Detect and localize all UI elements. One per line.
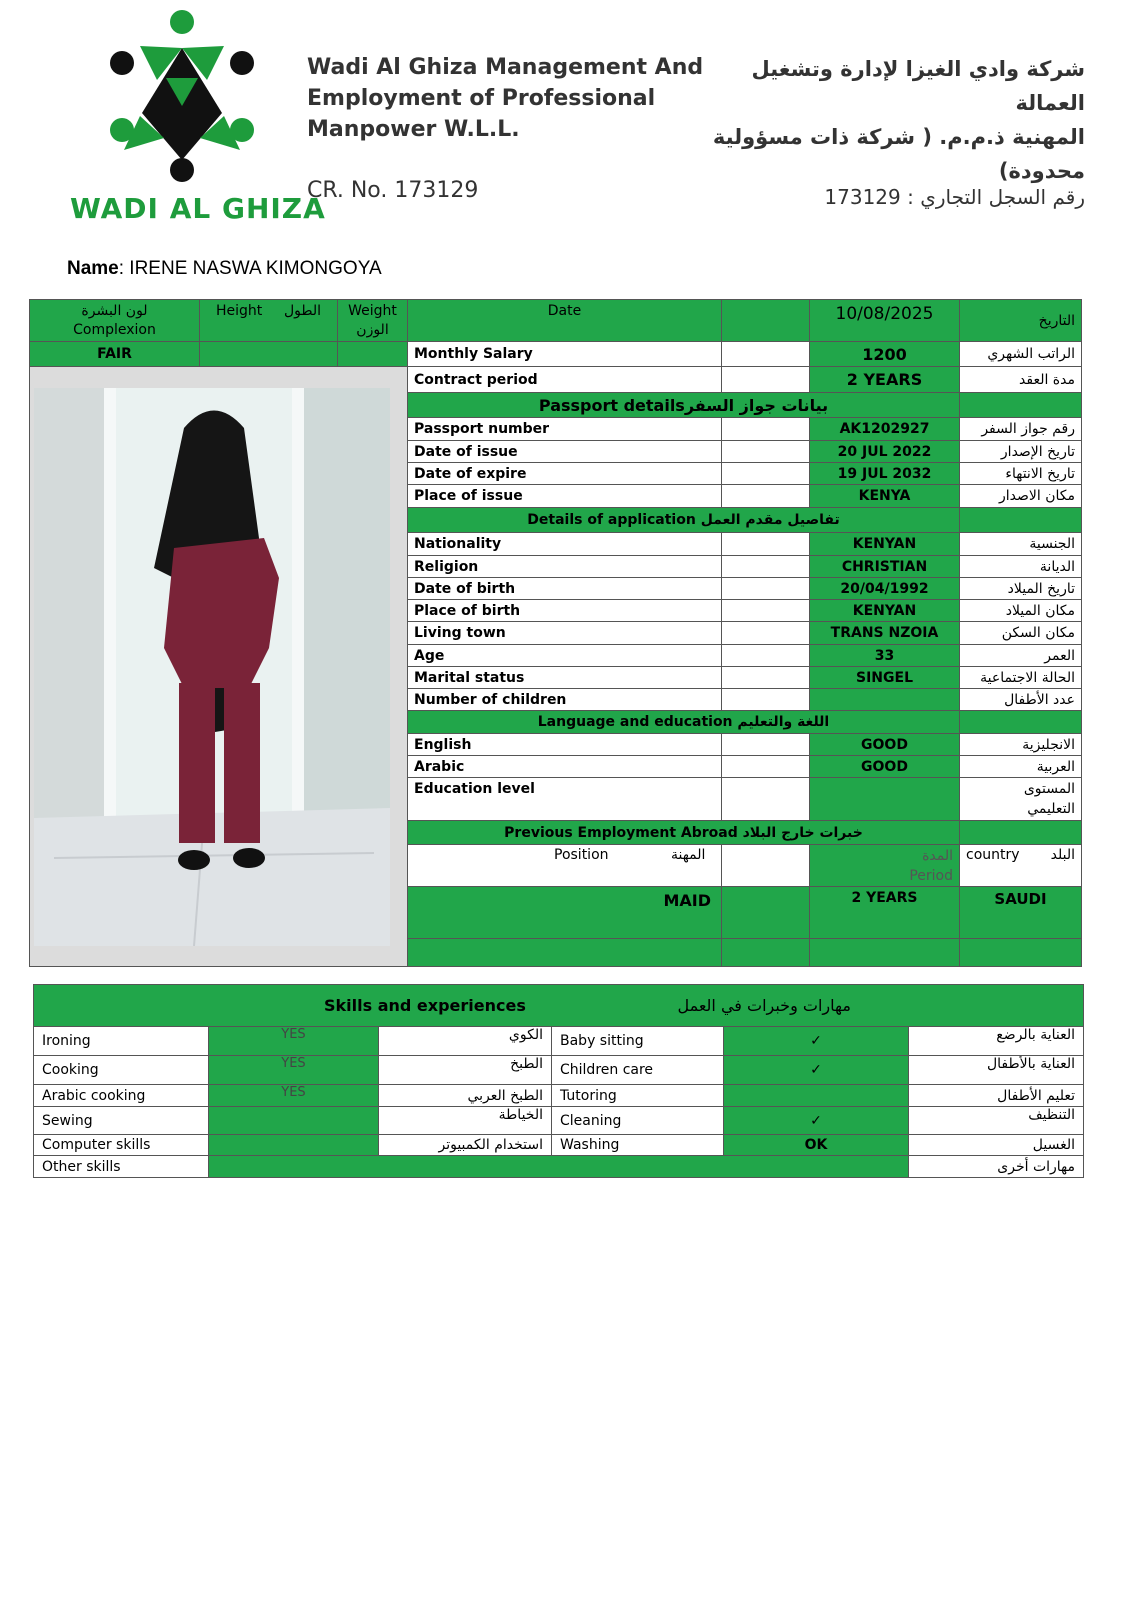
passport-row-value: AK1202927	[810, 418, 960, 441]
skill-check-icon	[724, 1085, 909, 1107]
company-name-en-line: Wadi Al Ghiza Management And	[307, 55, 704, 80]
skill-label-ar: الكوي	[379, 1027, 552, 1056]
date-spacer	[722, 300, 810, 342]
height-header-ar: الطول	[283, 303, 321, 319]
country-header-en: country	[966, 847, 1020, 863]
period-header	[810, 845, 960, 887]
company-name-ar-line: شركة وادي الغيزا لإدارة وتشغيل العمالة	[751, 57, 1085, 115]
employment-period-value: 2 YEARS	[810, 887, 960, 939]
skill-label-ar: الطبخ	[379, 1056, 552, 1085]
application-heading: Details of application تفاصيل مقدم العمل	[408, 508, 960, 533]
candidate-name-line	[67, 258, 382, 280]
position-header-spacer	[722, 845, 810, 887]
application-row-label-ar: عدد الأطفال	[960, 689, 1082, 711]
application-row-spacer	[722, 578, 810, 600]
application-row-value: CHRISTIAN	[810, 556, 960, 578]
application-heading-spacer	[960, 508, 1082, 533]
skill-label: Cleaning	[552, 1107, 724, 1135]
application-row-label: Place of birth	[408, 600, 722, 622]
language-row-spacer	[722, 756, 810, 778]
education-label-ar-line: التعليمي	[1027, 801, 1075, 817]
candidate-photo-icon	[34, 388, 390, 946]
skill-label: Arabic cooking	[34, 1085, 209, 1107]
application-row-spacer	[722, 622, 810, 645]
skill-value	[209, 1135, 379, 1156]
company-name-ar	[705, 52, 1085, 188]
salary-value: 1200	[810, 342, 960, 367]
height-value	[200, 342, 338, 367]
application-row-value: SINGEL	[810, 667, 960, 689]
application-row-label-ar: الجنسية	[960, 533, 1082, 556]
passport-row-value: 19 JUL 2032	[810, 463, 960, 485]
skill-check-icon: ✓	[724, 1027, 909, 1056]
passport-row-label-ar: مكان الاصدار	[960, 485, 1082, 508]
passport-row-label: Passport number	[408, 418, 722, 441]
skills-table	[33, 984, 1084, 1178]
weight-header-en: Weight	[348, 302, 397, 319]
application-row-label: Nationality	[408, 533, 722, 556]
employment-heading-spacer	[960, 821, 1082, 845]
skill-label: Ironing	[34, 1027, 209, 1056]
employment-empty-cell	[960, 939, 1082, 967]
application-row-spacer	[722, 600, 810, 622]
application-row-label-ar: مكان الميلاد	[960, 600, 1082, 622]
contract-label-ar: مدة العقد	[960, 367, 1082, 393]
employment-position-value: MAID	[408, 887, 722, 939]
application-row-value: KENYAN	[810, 600, 960, 622]
candidate-photo	[34, 388, 390, 946]
company-name-en-line: Employment of Professional	[307, 86, 656, 111]
skill-label: Computer skills	[34, 1135, 209, 1156]
period-header-ar: المدة	[922, 847, 953, 864]
position-header-en: Position	[554, 847, 609, 863]
candidate-details-table	[29, 299, 1082, 967]
application-row-label: Number of children	[408, 689, 722, 711]
skill-value: YES	[209, 1027, 379, 1056]
passport-heading: Passport detailsبيانات جواز السفر	[408, 393, 960, 418]
skill-label: Baby sitting	[552, 1027, 724, 1056]
language-row-value: GOOD	[810, 756, 960, 778]
application-row-label: Religion	[408, 556, 722, 578]
language-row-spacer	[722, 734, 810, 756]
complexion-header	[30, 300, 200, 342]
application-row-label-ar: العمر	[960, 645, 1082, 667]
application-row-label: Living town	[408, 622, 722, 645]
application-row-label: Age	[408, 645, 722, 667]
employment-country-value: SAUDI	[960, 887, 1082, 939]
position-header	[408, 845, 722, 887]
date-label-ar: التاريخ	[960, 300, 1082, 342]
education-label-ar	[960, 778, 1082, 821]
passport-row-label-ar: تاريخ الإصدار	[960, 441, 1082, 463]
date-label: Date	[408, 300, 722, 342]
skills-heading	[34, 985, 1084, 1027]
candidate-name: : IRENE NASWA KIMONGOYA	[118, 258, 382, 279]
contract-label: Contract period	[408, 367, 722, 393]
salary-label-ar: الراتب الشهري	[960, 342, 1082, 367]
date-value: 10/08/2025	[810, 300, 960, 342]
language-row-value: GOOD	[810, 734, 960, 756]
skill-label-ar: تعليم الأطفال	[909, 1085, 1084, 1107]
position-header-ar: المهنة	[670, 847, 706, 863]
application-row-label-ar: الديانة	[960, 556, 1082, 578]
height-header	[200, 300, 338, 342]
passport-row-spacer	[722, 418, 810, 441]
application-row-value: 20/04/1992	[810, 578, 960, 600]
application-row-spacer	[722, 645, 810, 667]
skill-label-ar: التنظيف	[909, 1107, 1084, 1135]
skill-value: YES	[209, 1056, 379, 1085]
name-label: Name	[67, 258, 119, 279]
company-cr-ar: رقم السجل التجاري : 173129	[824, 185, 1085, 209]
employment-empty-cell	[722, 939, 810, 967]
skill-value: YES	[209, 1085, 379, 1107]
other-skills-value	[209, 1156, 909, 1178]
employment-value-spacer	[722, 887, 810, 939]
language-heading: Language and education اللغة والتعليم	[408, 711, 960, 734]
education-label-ar-line: المستوى	[1023, 781, 1075, 797]
skill-label-ar: الطبخ العربي	[379, 1085, 552, 1107]
application-row-spacer	[722, 667, 810, 689]
skill-label: Children care	[552, 1056, 724, 1085]
weight-value	[338, 342, 408, 367]
application-row-value: 33	[810, 645, 960, 667]
company-name-en	[307, 52, 703, 145]
salary-label: Monthly Salary	[408, 342, 722, 367]
employment-empty-cell	[810, 939, 960, 967]
company-name-en-line: Manpower W.L.L.	[307, 117, 520, 142]
application-row-label-ar: تاريخ الميلاد	[960, 578, 1082, 600]
application-row-value: TRANS NZOIA	[810, 622, 960, 645]
application-row-label: Marital status	[408, 667, 722, 689]
application-row-spacer	[722, 689, 810, 711]
contract-value: 2 YEARS	[810, 367, 960, 393]
country-header-ar: البلد	[1050, 847, 1075, 863]
company-name-ar-line: محدودة)	[998, 159, 1085, 183]
company-name-ar-line: المهنية ذ.م.م. ( شركة ذات مسؤولية	[712, 125, 1085, 149]
passport-row-value: 20 JUL 2022	[810, 441, 960, 463]
application-row-spacer	[722, 533, 810, 556]
contract-spacer	[722, 367, 810, 393]
photo-cell	[30, 367, 408, 967]
education-label: Education level	[408, 778, 722, 821]
skill-label-ar: استخدام الكمبيوتر	[379, 1135, 552, 1156]
skill-label-ar: العناية بالرضع	[909, 1027, 1084, 1056]
height-header-en: Height	[216, 303, 263, 319]
application-row-spacer	[722, 556, 810, 578]
passport-row-spacer	[722, 463, 810, 485]
country-header	[960, 845, 1082, 887]
education-value	[810, 778, 960, 821]
employment-empty-cell	[408, 939, 722, 967]
logo-wordmark: WADI AL GHIZA	[70, 192, 326, 225]
skills-heading-ar: مهارات وخبرات في العمل	[677, 996, 851, 1015]
employment-heading: Previous Employment Abroad خبرات خارج البلاد	[408, 821, 960, 845]
complexion-value: FAIR	[30, 342, 200, 367]
salary-spacer	[722, 342, 810, 367]
language-row-label-ar: العربية	[960, 756, 1082, 778]
skills-heading-en: Skills and experiences	[324, 996, 526, 1015]
passport-row-value: KENYA	[810, 485, 960, 508]
passport-row-spacer	[722, 441, 810, 463]
skill-label-ar: العناية بالأطفال	[909, 1056, 1084, 1085]
complexion-header-en: Complexion	[73, 321, 156, 338]
skill-label-ar: الغسيل	[909, 1135, 1084, 1156]
skill-check-icon: ✓	[724, 1056, 909, 1085]
application-row-value	[810, 689, 960, 711]
passport-row-label-ar: تاريخ الانتهاء	[960, 463, 1082, 485]
skill-label: Cooking	[34, 1056, 209, 1085]
language-row-label: Arabic	[408, 756, 722, 778]
period-header-en: Period	[909, 867, 953, 884]
application-row-label-ar: مكان السكن	[960, 622, 1082, 645]
company-cr-en: CR. No. 173129	[307, 178, 479, 203]
application-row-label-ar: الحالة الاجتماعية	[960, 667, 1082, 689]
language-row-label-ar: الانجليزية	[960, 734, 1082, 756]
passport-row-spacer	[722, 485, 810, 508]
passport-heading-spacer	[960, 393, 1082, 418]
passport-row-label-ar: رقم جواز السفر	[960, 418, 1082, 441]
skill-label: Tutoring	[552, 1085, 724, 1107]
skill-label: Washing	[552, 1135, 724, 1156]
application-row-value: KENYAN	[810, 533, 960, 556]
language-row-label: English	[408, 734, 722, 756]
skill-check-icon: ✓	[724, 1107, 909, 1135]
weight-header-ar: الوزن	[356, 321, 389, 338]
other-skills-label-ar: مهارات أخرى	[909, 1156, 1084, 1178]
passport-row-label: Date of expire	[408, 463, 722, 485]
passport-row-label: Place of issue	[408, 485, 722, 508]
application-row-label: Date of birth	[408, 578, 722, 600]
other-skills-label: Other skills	[34, 1156, 209, 1178]
weight-header	[338, 300, 408, 342]
skill-label-ar: الخياطة	[379, 1107, 552, 1135]
passport-row-label: Date of issue	[408, 441, 722, 463]
education-spacer	[722, 778, 810, 821]
language-heading-spacer	[960, 711, 1082, 734]
complexion-header-ar: لون البشرة	[81, 302, 148, 319]
skill-label: Sewing	[34, 1107, 209, 1135]
skill-value: OK	[724, 1135, 909, 1156]
skill-value	[209, 1107, 379, 1135]
